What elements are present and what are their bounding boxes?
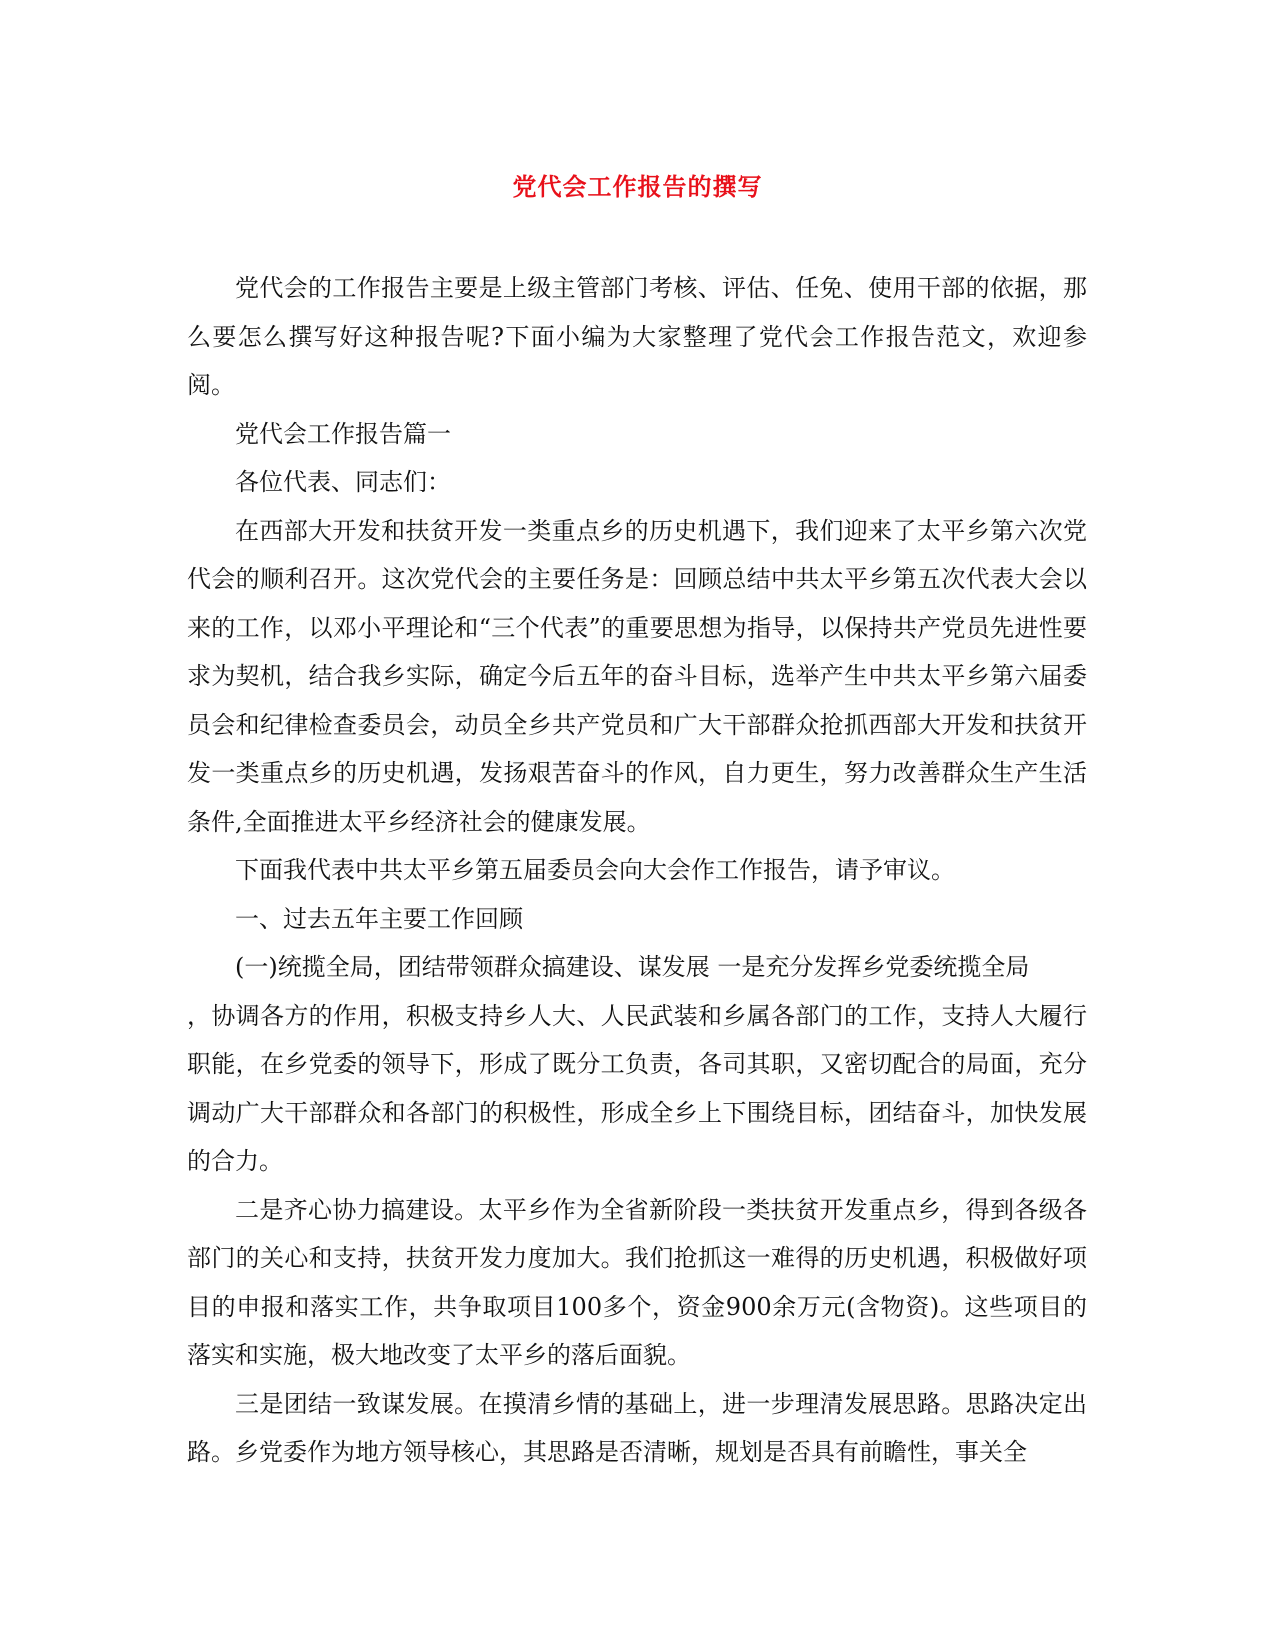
document-body [187,264,1087,1477]
paragraph-part-one-heading: 一、过去五年主要工作回顾 [235,904,523,933]
paragraph-salutation: 各位代表、同志们： [235,468,451,496]
paragraph-opening: 在西部大开发和扶贫开发一类重点乡的历史机遇下，我们迎来了太平乡第六次党代会的顺利召开。这次党代会的主要任务是：回顾总结中共太平乡第五次代表大会以来的工作，以邓小平理论和“三个代表”的重要思想为指导，以保持共产党员先进性要求为契机，结合我乡实际，确定今后五年的奋斗目标，选举产生中共太平乡第六届委员会和纪律检查委员会，动员全乡共产党员和广大干部群众抢抓西部大开发和扶贫开发一类重点乡的历史机遇，发扬艰苦奋斗的作风，自力更生，努力改善群众生产生活条件,全面推进太平乡经济社会的健康发展。 [187,516,1087,836]
paragraph-intro: 党代会的工作报告主要是上级主管部门考核、评估、任免、使用干部的依据，那么要怎么撰写好这种报告呢?下面小编为大家整理了党代会工作报告范文，欢迎参阅。 [187,274,1087,399]
paragraph-section-heading: 党代会工作报告篇一 [235,419,451,448]
paragraph-report-statement: 下面我代表中共太平乡第五届委员会向大会作工作报告，请予审议。 [235,856,955,884]
paragraph-item-one-body: ，协调各方的作用，积极支持乡人大、人民武装和乡属各部门的工作，支持人大履行职能，在乡党委的领导下，形成了既分工负责，各司其职，又密切配合的局面，充分调动广大干部群众和各部门的积极性，形成全乡上下围绕目标，团结奋斗，加快发展的合力。 [187,1001,1087,1175]
paragraph-item-one-heading: (一)统揽全局，团结带领群众搞建设、谋发展 一是充分发挥乡党委统揽全局 [235,953,1030,981]
paragraph-point-two: 二是齐心协力搞建设。太平乡作为全省新阶段一类扶贫开发重点乡，得到各级各部门的关心和支持，扶贫开发力度加大。我们抢抓这一难得的历史机遇，积极做好项目的申报和落实工作，共争取项目100多个，资金900余万元(含物资)。这些项目的落实和实施，极大地改变了太平乡的落后面貌。 [187,1195,1087,1369]
paragraph-point-three: 三是团结一致谋发展。在摸清乡情的基础上，进一步理清发展思路。思路决定出路。乡党委作为地方领导核心，其思路是否清晰，规划是否具有前瞻性，事关全 [187,1389,1087,1466]
document-title: 党代会工作报告的撰写 [512,172,763,201]
